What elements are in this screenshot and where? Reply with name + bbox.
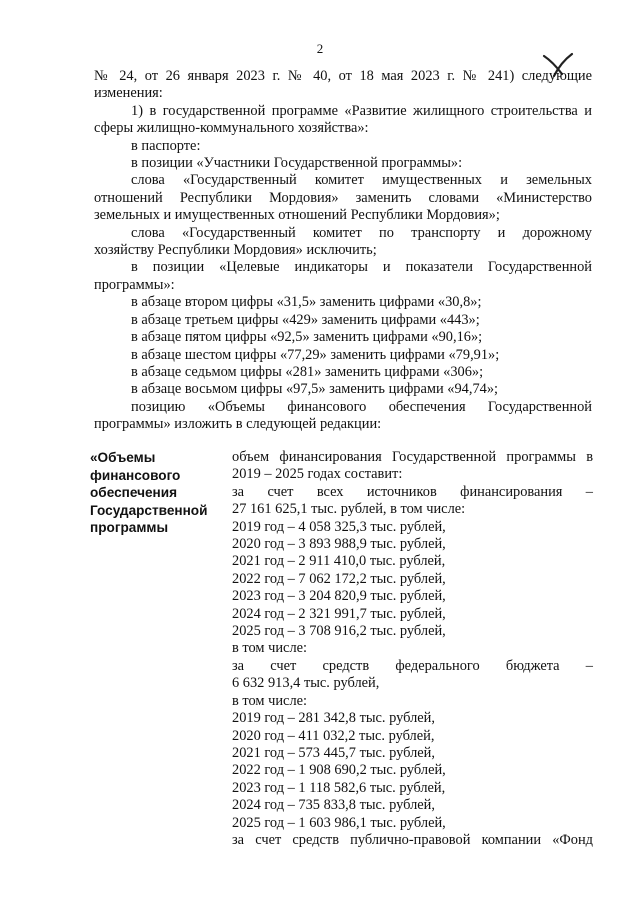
table-right-line: 2025 год – 1 603 986,1 тыс. рублей, <box>232 814 446 831</box>
table-left-label-line: программы <box>90 520 169 536</box>
page-number: 2 <box>316 41 324 56</box>
table-left-label-line: «Объемы <box>90 450 156 465</box>
table-right-column <box>232 449 593 849</box>
table-right-line: за счет средств публично-правовой компании «Фонд <box>232 831 593 848</box>
table-right-line: 27 161 625,1 тыс. рублей, в том числе: <box>232 501 466 518</box>
paragraph-line: хозяйству Республики Мордовия» исключить; <box>94 242 377 259</box>
table-right-line: 2019 – 2025 годах составит: <box>232 466 403 483</box>
paragraph-line: сферы жилищно-коммунального хозяйства»: <box>94 120 369 137</box>
table-right-line: в том числе: <box>232 692 308 709</box>
paragraph-line: в паспорте: <box>131 137 201 154</box>
table-right-line: 2023 год – 3 204 820,9 тыс. рублей, <box>232 588 446 605</box>
table-right-line: 2020 год – 3 893 988,9 тыс. рублей, <box>232 536 446 553</box>
table-right-line: 2019 год – 4 058 325,3 тыс. рублей, <box>232 518 446 535</box>
table-left-column <box>90 449 220 537</box>
table-right-line: 2025 год – 3 708 916,2 тыс. рублей, <box>232 623 446 640</box>
paragraph-line: 1) в государственной программе «Развитие жилищного строительства и <box>131 102 592 119</box>
table-right-line: 2021 год – 2 911 410,0 тыс. рублей, <box>232 553 446 570</box>
table-left-label-line: финансового <box>90 467 181 483</box>
table-right-line: за счет средств федерального бюджета – <box>232 657 593 674</box>
body-text <box>94 68 592 434</box>
paragraph-line: программы»: <box>94 276 175 293</box>
table-right-line: 2022 год – 7 062 172,2 тыс. рублей, <box>232 570 446 587</box>
paragraph-line: программы» изложить в следующей редакции: <box>94 416 382 433</box>
paragraph-line: слова «Государственный комитет имущественных и земельных <box>131 172 592 189</box>
paragraph-line: в абзаце втором цифры «31,5» заменить цифрами «30,8»; <box>131 294 482 311</box>
paragraph-line: № 24, от 26 января 2023 г. № 40, от 18 мая 2023 г. № 241) следующие <box>94 68 592 84</box>
table-right-line: 2024 год – 2 321 991,7 тыс. рублей, <box>232 605 446 622</box>
paragraph-line: слова «Государственный комитет по транспорту и дорожному <box>131 224 592 241</box>
table-right-line: 2019 год – 281 342,8 тыс. рублей, <box>232 710 435 727</box>
paragraph-line: земельных и имущественных отношений Республики Мордовия»; <box>94 207 500 224</box>
paragraph-line: в абзаце седьмом цифры «281» заменить цифрами «306»; <box>131 363 484 380</box>
table-left-label-line: Государственной <box>90 502 208 518</box>
table-right-line: 2024 год – 735 833,8 тыс. рублей, <box>232 797 435 814</box>
table-right-line: 6 632 913,4 тыс. рублей, <box>232 675 380 692</box>
table-left-label-line: обеспечения <box>90 485 178 501</box>
table-right-line: 2023 год – 1 118 582,6 тыс. рублей, <box>232 779 446 796</box>
table-right-line: 2022 год – 1 908 690,2 тыс. рублей, <box>232 762 446 779</box>
paragraph-line: в абзаце пятом цифры «92,5» заменить цифрами «90,16»; <box>131 329 483 346</box>
paragraph-line: в позиции «Целевые индикаторы и показатели Государственной <box>131 259 592 276</box>
table-right-line: объем финансирования Государственной программы в <box>232 449 593 465</box>
table-right-line: 2020 год – 411 032,2 тыс. рублей, <box>232 727 435 744</box>
paragraph-line: в абзаце третьем цифры «429» заменить цифрами «443»; <box>131 311 480 328</box>
table-right-line: в том числе: <box>232 640 308 657</box>
paragraph-line: позицию «Объемы финансового обеспечения Государственной <box>131 398 592 415</box>
paragraph-line: изменения: <box>94 85 163 102</box>
paragraph-line: в позиции «Участники Государственной программы»: <box>131 155 463 172</box>
table-right-line: 2021 год – 573 445,7 тыс. рублей, <box>232 744 435 761</box>
table-right-line: за счет всех источников финансирования – <box>232 483 593 500</box>
paragraph-line: отношений Республики Мордовия» заменить словами «Министерство <box>94 189 592 206</box>
paragraph-line: в абзаце восьмом цифры «97,5» заменить цифрами «94,74»; <box>131 381 499 398</box>
paragraph-line: в абзаце шестом цифры «77,29» заменить цифрами «79,91»; <box>131 346 500 363</box>
